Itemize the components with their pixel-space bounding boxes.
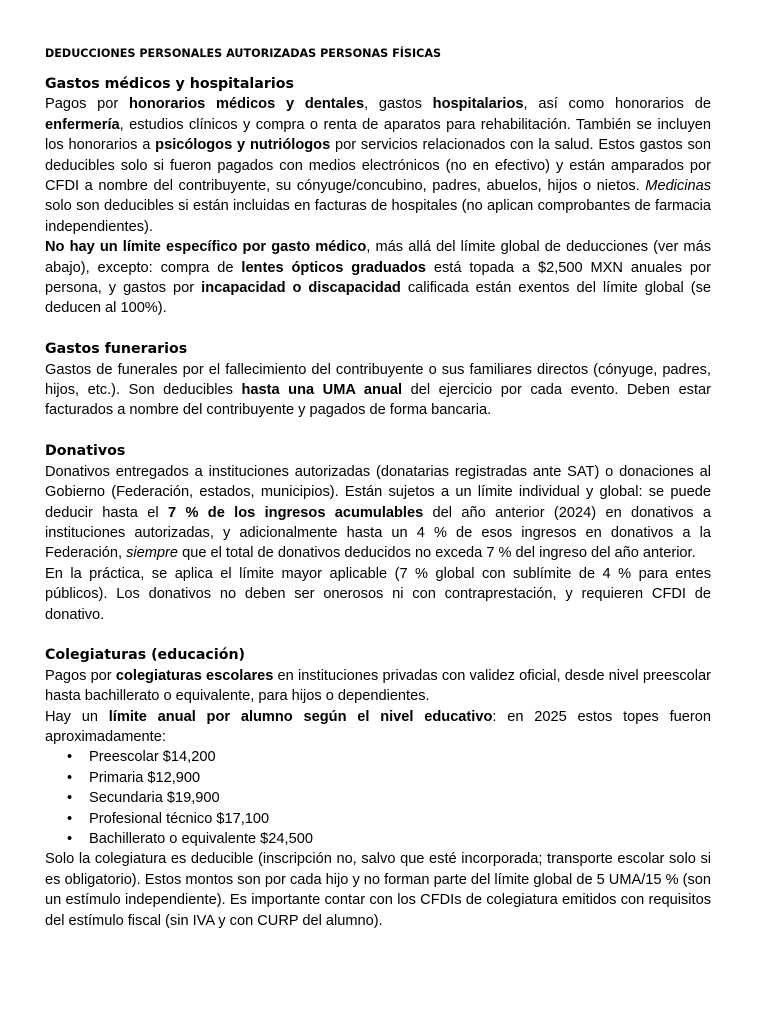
bold-text: límite anual por alumno según el nivel educativo — [108, 708, 493, 725]
text-run: , más allá del límite global de deducciones (ver más abajo), excepto: compra de — [45, 239, 711, 276]
paragraph — [45, 462, 711, 564]
text-run: Donativos entregados a instituciones autorizadas (donatarias registradas ante SAT) o donaciones al Gobierno (Federación, estados, municipios). Están sujetos a un límite individual y global: se puede deducir hasta el — [45, 463, 711, 521]
text-run: , estudios clínicos y compra o renta de aparatos para rehabilitación. También se incluyen los honorarios a — [45, 116, 711, 154]
italic-text: Medicinas — [645, 178, 711, 195]
section-heading: Donativos — [45, 443, 126, 460]
list-item: • Preescolar $14,200 — [89, 747, 711, 767]
text-run: calificada están exentos del límite global (se deducen al 100%). — [45, 280, 711, 317]
section-heading: Gastos funerarios — [45, 341, 188, 358]
text-run: del año anterior (2024) en donativos a instituciones autorizadas, y adicionalmente hasta un 4 % de esos ingresos en donativos a la Federación, — [45, 504, 711, 562]
bold-text: hasta una UMA anual — [241, 382, 403, 399]
list-item: • Bachillerato o equivalente $24,500 — [89, 829, 711, 849]
paragraph — [45, 564, 711, 625]
text-run: Pagos por — [45, 96, 130, 113]
text-run: solo son deducibles si están incluidas en facturas de hospitales (no aplican comprobantes de farmacia independientes). — [45, 198, 711, 235]
bold-text: lentes ópticos graduados — [241, 259, 426, 276]
paragraph — [45, 666, 711, 707]
section-gastos-funerarios — [45, 339, 711, 421]
italic-text: siempre — [126, 545, 179, 562]
tuition-limits-list — [45, 747, 711, 849]
text-run: Solo la colegiatura es deducible (inscripción no, salvo que esté incorporada; transporte escolar solo si es obligatorio). Estos montos son por cada hijo y no forman parte del límite global de 5 UMA/15 % (son un estímulo independiente). Es importante contar con los CFDIs de colegiatura emitidos con requisitos del estímulo fiscal (sin IVA y con CURP del alumno). — [45, 851, 711, 929]
paragraph — [45, 94, 711, 237]
list-item: • Primaria $12,900 — [89, 768, 711, 788]
section-gastos-medicos — [45, 74, 711, 319]
paragraph — [45, 360, 711, 421]
text-run: Hay un — [45, 708, 109, 725]
paragraph — [45, 707, 711, 748]
text-run: que el total de donativos deducidos no exceda 7 % del ingreso del año anterior. — [178, 545, 696, 562]
list-item: • Secundaria $19,900 — [89, 788, 711, 808]
section-heading: Colegiaturas (educación) — [45, 647, 246, 664]
section-heading: Gastos médicos y hospitalarios — [45, 76, 294, 92]
bold-text: colegiaturas escolares — [115, 667, 274, 684]
text-run: , así como honorarios de — [523, 96, 711, 113]
list-item: • Profesional técnico $17,100 — [89, 809, 711, 829]
bold-text: psicólogos y nutriólogos — [155, 137, 331, 154]
paragraph — [45, 849, 711, 931]
text-run: : en 2025 estos topes fueron aproximadamente: — [45, 708, 711, 745]
bold-text: honorarios médicos y dentales — [129, 96, 365, 113]
text-run: En la práctica, se aplica el límite mayor aplicable (7 % global con sublímite de 4 % para entes públicos). Los donativos no deben ser onerosos ni con contraprestación, y requieren CFDI de donativo. — [45, 565, 711, 623]
spacer — [45, 319, 711, 339]
document-title: DEDUCCIONES PERSONALES AUTORIZADAS PERSONAS FÍSICAS — [45, 47, 442, 60]
bold-text: enfermería — [45, 116, 120, 133]
text-run: está topada a $2,500 MXN anuales por persona, y gastos por — [45, 259, 712, 297]
text-run: del ejercicio por cada evento. Deben estar facturados a nombre del contribuyente y pagados de forma bancaria. — [45, 382, 712, 419]
bold-text: 7 % de los ingresos acumulables — [167, 504, 424, 521]
text-run: por servicios relacionados con la salud. Estos gastos son deducibles solo si fueron pagados con medios electrónicos (no en efectivo) y están amparados por CFDI a nombre del contribuyente, su cónyuge/concubino, padres, abuelos, hijos o nietos. — [45, 137, 711, 195]
text-run: Pagos por — [45, 667, 116, 684]
paragraph — [45, 237, 711, 319]
bold-text: hospitalarios — [432, 96, 524, 113]
spacer — [45, 421, 711, 441]
section-colegiaturas — [45, 645, 711, 931]
text-run: en instituciones privadas con validez oficial, desde nivel preescolar hasta bachillerato o equivalente, para hijos o dependientes. — [45, 667, 712, 705]
text-run: Gastos de funerales por el fallecimiento del contribuyente o sus familiares directos (cónyuge, padres, hijos, etc.). Son deducibles — [45, 361, 711, 399]
bold-text: incapacidad o discapacidad — [201, 280, 401, 297]
bold-text: No hay un límite específico por gasto médico — [45, 239, 367, 256]
section-donativos — [45, 441, 711, 625]
spacer — [45, 625, 711, 645]
text-run: , gastos — [364, 96, 433, 113]
